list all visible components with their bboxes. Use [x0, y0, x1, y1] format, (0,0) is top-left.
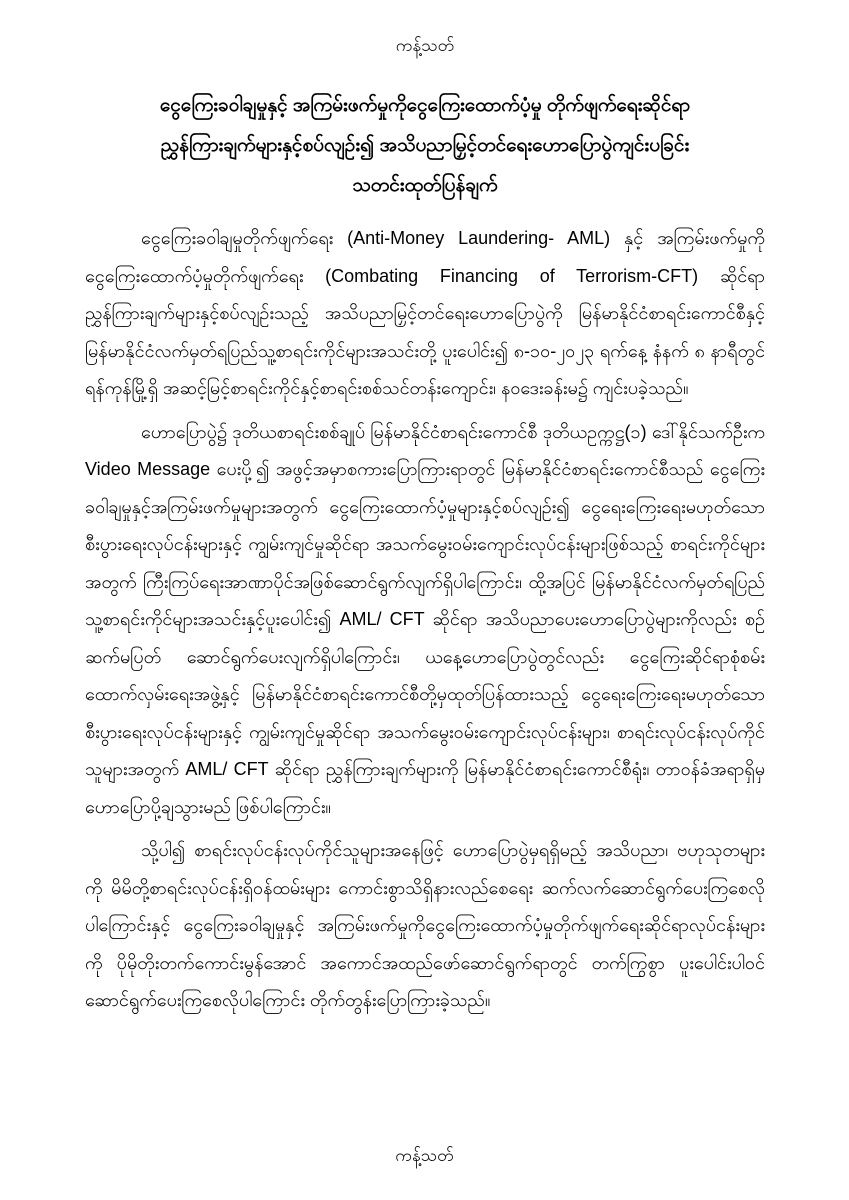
title-line-1: ငွေကြေးခဝါချမှုနှင့် အကြမ်းဖက်မှုကိုငွေကြေးထောက်ပံ့မှု တိုက်ဖျက်ရေးဆိုင်ရာ [159, 95, 691, 116]
document-body [85, 220, 765, 1020]
title-line-3: သတင်းထုတ်ပြန်ချက် [352, 175, 498, 196]
paragraph-3: သို့ပါ၍ စာရင်းလုပ်ငန်းလုပ်ကိုင်သူများအနေဖြင့် ဟောပြောပွဲမှရရှိမည့် အသိပညာ၊ ဗဟုသုတများကို မိမိတို့စာရင်းလုပ်ငန်းရှိဝန်ထမ်းများ ကောင်းစွာသိရှိနားလည်စေရေး ဆက်လက်ဆောင်ရွက်ပေးကြစေလိုပါကြောင်းနှင့် ငွေကြေးခဝါချမှုနှင့် အကြမ်းဖက်မှုကိုငွေကြေးထောက်ပံ့မှုတိုက်ဖျက်ရေးဆိုင်ရာလုပ်ငန်းများကို ပိုမိုတိုးတက်ကောင်းမွန်အောင် အကောင်အထည်ဖော်ဆောင်ရွက်ရာတွင် တက်ကြွစွာ ပူးပေါင်းပါဝင် ဆောင်ရွက်ပေးကြစေလိုပါကြောင်း တိုက်တွန်းပြောကြားခဲ့သည်။ [85, 840, 765, 1010]
document-title [85, 86, 765, 206]
classification-marking-top: ကန့်သတ် [395, 36, 455, 55]
paragraph-1: ငွေကြေးခဝါချမှုတိုက်ဖျက်ရေး (Anti-Money Laundering- AML) နှင့် အကြမ်းဖက်မှုကိုငွေကြေးထောက်ပံ့မှုတိုက်ဖျက်ရေး (Combating Financing of Terrorism-CFT) ဆိုင်ရာ ညွှန်ကြားချက်များနှင့်စပ်လျဉ်းသည့် အသိပညာမြှင့်တင်ရေးဟောပြောပွဲကို မြန်မာနိုင်ငံစာရင်းကောင်စီနှင့် မြန်မာနိုင်ငံလက်မှတ်ရပြည်သူ့စာရင်းကိုင်များအသင်းတို့ ပူးပေါင်း၍ ၈-၁၀-၂၀၂၃ ရက်နေ့ နံနက် ၈ နာရီတွင် ရန်ကုန်မြို့ရှိ အဆင့်မြင့်စာရင်းကိုင်နှင့်စာရင်းစစ်သင်တန်းကျောင်း၊ နဝဒေးခန်းမ၌ ကျင်းပခဲ့သည်။ [85, 228, 765, 398]
classification-marking-bottom: ကန့်သတ် [395, 1146, 454, 1165]
title-line-2: ညွှန်ကြားချက်များနှင့်စပ်လျဉ်း၍ အသိပညာမြှင့်တင်ရေးဟောပြောပွဲကျင်းပခြင်း [160, 135, 690, 156]
paragraph-2: ဟောပြောပွဲ၌ ဒုတိယစာရင်းစစ်ချုပ် မြန်မာနိုင်ငံစာရင်းကောင်စီ ဒုတိယဥက္ကဋ္ဌ(၁) ဒေါ်နိုင်သက်ဦးက Video Message ပေးပို့၍ အဖွင့်အမှာစကားပြောကြားရာတွင် မြန်မာနိုင်ငံစာရင်းကောင်စီသည် ငွေကြေးခဝါချမှုနှင့်အကြမ်းဖက်မှုများအတွက် ငွေကြေးထောက်ပံ့မှုများနှင့်စပ်လျဉ်း၍ ငွေရေးကြေးရေးမဟုတ်သော စီးပွားရေးလုပ်ငန်းများနှင့် ကျွမ်းကျင်မှုဆိုင်ရာ အသက်မွေးဝမ်းကျောင်းလုပ်ငန်းများဖြစ်သည့် စာရင်းကိုင်များအတွက် ကြီးကြပ်ရေးအာဏာပိုင်အဖြစ်ဆောင်ရွက်လျက်ရှိပါကြောင်း၊ ထို့အပြင် မြန်မာနိုင်ငံလက်မှတ်ရပြည်သူ့စာရင်းကိုင်များအသင်းနှင့်ပူးပေါင်း၍ AML/ CFT ဆိုင်ရာ အသိပညာပေးဟောပြောပွဲများကိုလည်း စဉ်ဆက်မပြတ် ဆောင်ရွက်ပေးလျက်ရှိပါကြောင်း၊ ယနေ့ဟောပြောပွဲတွင်လည်း ငွေကြေးဆိုင်ရာစုံစမ်းထောက်လှမ်းရေးအဖွဲ့နှင့် မြန်မာနိုင်ငံစာရင်းကောင်စီတို့မှထုတ်ပြန်ထားသည့် ငွေရေးကြေးရေးမဟုတ်သော စီးပွားရေးလုပ်ငန်းများနှင့် ကျွမ်းကျင်မှုဆိုင်ရာ အသက်မွေးဝမ်းကျောင်းလုပ်ငန်းများ၊ စာရင်းလုပ်ငန်းလုပ်ကိုင်သူများအတွက် AML/ CFT ဆိုင်ရာ ညွှန်ကြားချက်များကို မြန်မာနိုင်ငံစာရင်းကောင်စီရုံး၊ တာဝန်ခံအရာရှိမှ ဟောပြောပို့ချသွားမည် ဖြစ်ပါကြောင်း။ [85, 421, 765, 817]
